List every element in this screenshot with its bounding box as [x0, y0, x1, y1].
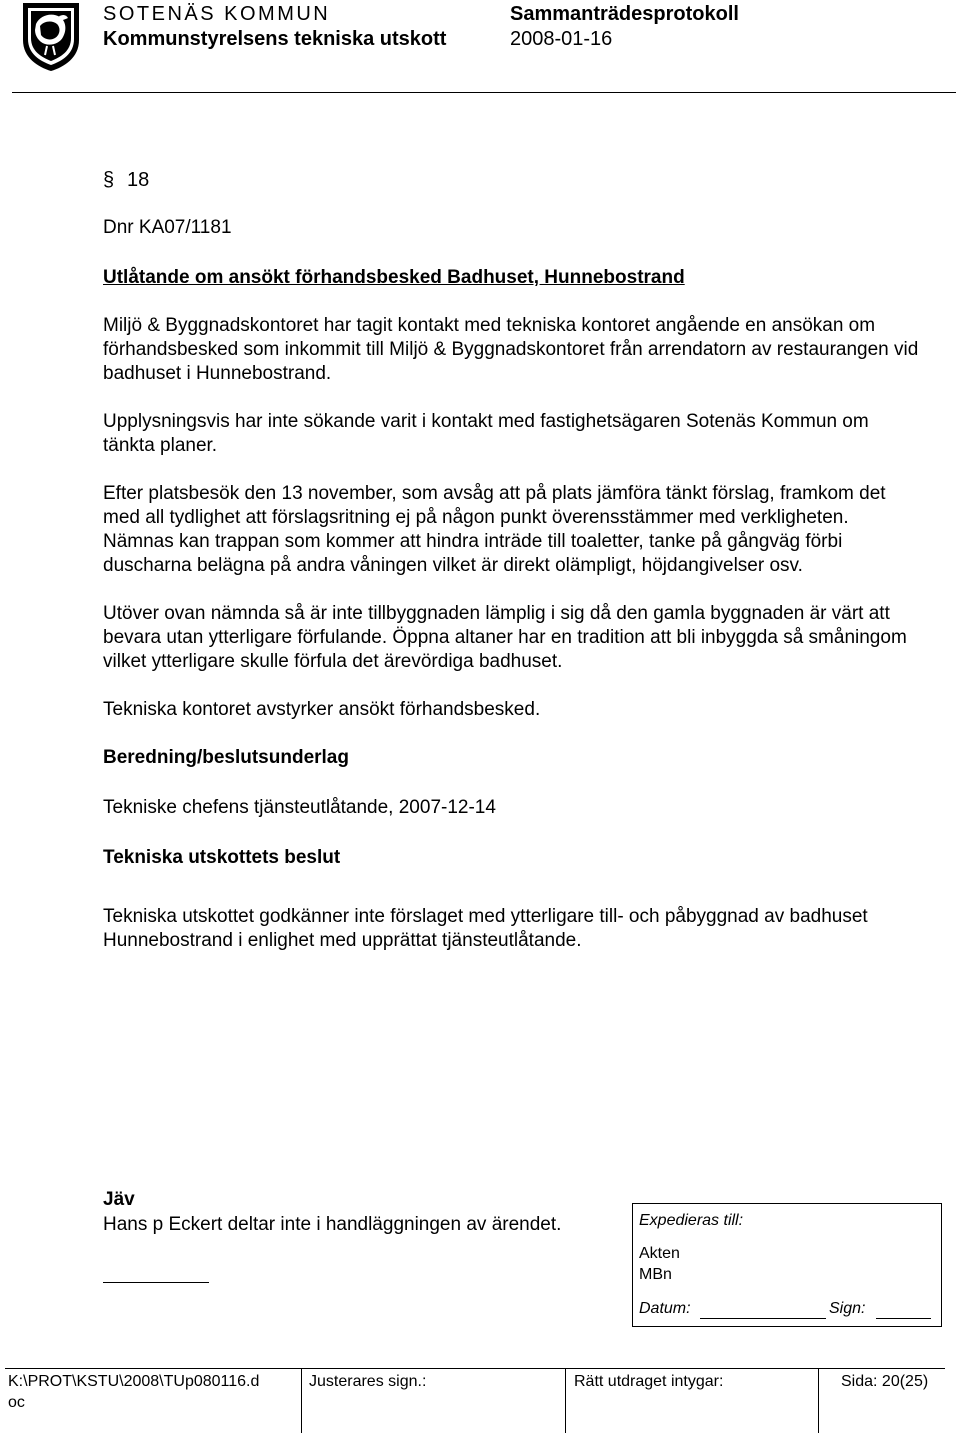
footer-divider	[5, 1368, 945, 1369]
minutes-body	[103, 216, 923, 953]
footer-file-path: K:\PROT\KSTU\2008\TUp080116.d	[8, 1373, 260, 1390]
dispatch-title: Expedieras till:	[639, 1212, 744, 1229]
jav-text: Hans p Eckert deltar inte i handläggningen av ärendet.	[103, 1214, 562, 1235]
paragraph-4: Utöver ovan nämnda så är inte tillbyggnaden lämplig i sig då den gamla byggnaden är värt att bevara utan ytterligare förfulande. Öppna altaner har en tradition att bli inbyggda så småningom vilket ytterligare skulle förfula det ärevördiga badhuset.	[103, 603, 907, 672]
footer-certified-extract: Rätt utdraget intygar:	[574, 1373, 724, 1390]
case-number: Dnr KA07/1181	[103, 217, 232, 238]
section-sign: §	[103, 169, 115, 191]
case-title: Utlåtande om ansökt förhandsbesked Badhuset, Hunnebostrand	[103, 267, 685, 288]
signature-line	[103, 1282, 209, 1283]
decision-text: Tekniska utskottet godkänner inte förslaget med ytterligare till- och påbyggnad av badhuset Hunnebostrand i enlighet med upprättat tjänsteutlåtande.	[103, 906, 868, 951]
municipality-name: SOTENÄS KOMMUN	[103, 3, 331, 25]
preparation-heading: Beredning/beslutsunderlag	[103, 747, 349, 768]
footer-page-number: Sida: 20(25)	[841, 1373, 929, 1390]
header-divider	[12, 92, 956, 93]
municipal-coat-of-arms-logo	[20, 0, 82, 72]
meeting-date: 2008-01-16	[510, 28, 613, 50]
dispatch-recipient: Akten	[639, 1245, 680, 1262]
footer-column-separator	[565, 1368, 566, 1433]
dispatch-date-label: Datum:	[639, 1300, 691, 1317]
paragraph-2: Upplysningsvis har inte sökande varit i kontakt med fastighetsägaren Sotenäs Kommun om tänkta planer.	[103, 411, 869, 456]
footer-column-separator	[301, 1368, 302, 1433]
decision-heading: Tekniska utskottets beslut	[103, 847, 341, 868]
footer-file-path-continued: oc	[8, 1394, 25, 1411]
jav-heading: Jäv	[103, 1189, 135, 1210]
paragraph-1: Miljö & Byggnadskontoret har tagit kontakt med tekniska kontoret angående en ansökan om förhandsbesked som inkommit till Miljö & Byggnadskontoret från arrendatorn av restaurangen vid badhuset i Hunnebostrand.	[103, 315, 919, 384]
section-number: 18	[127, 169, 150, 191]
preparation-text: Tekniske chefens tjänsteutlåtande, 2007-12-14	[103, 797, 496, 818]
dispatch-sign-label: Sign:	[829, 1300, 866, 1317]
document-type: Sammanträdesprotokoll	[510, 3, 739, 25]
dispatch-date-field	[700, 1318, 826, 1319]
footer-column-separator	[818, 1368, 819, 1433]
paragraph-5: Tekniska kontoret avstyrker ansökt förhandsbesked.	[103, 699, 541, 720]
dispatch-sign-field	[876, 1318, 931, 1319]
footer-adjuster-signature: Justerares sign.:	[309, 1373, 427, 1390]
dispatch-recipient: MBn	[639, 1266, 672, 1283]
committee-name: Kommunstyrelsens tekniska utskott	[103, 28, 447, 50]
paragraph-3: Efter platsbesök den 13 november, som avsåg att på plats jämföra tänkt förslag, framkom det med all tydlighet att förslagsritning ej på någon punkt överensstämmer med verkligheten. Nämnas kan trappan som kommer att hindra inträde till toaletter, tanke på gångväg förbi duscharna belägna på andra våningen vilket är direkt olämpligt, höjdangivelser osv.	[103, 483, 886, 576]
